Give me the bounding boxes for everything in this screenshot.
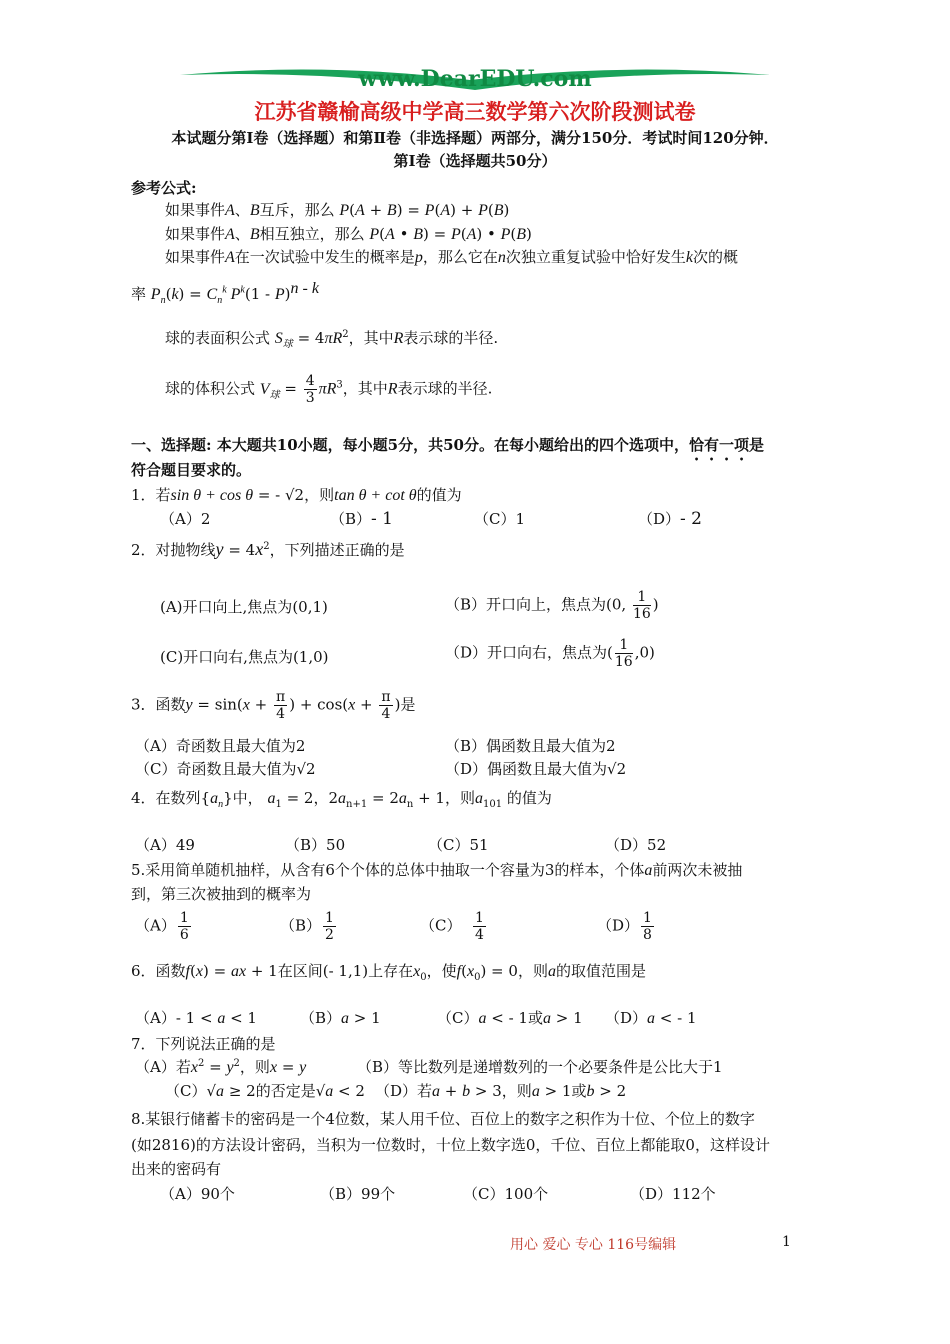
question-4: 4．在数列$\{a_n\}$中， $a_1 = 2$，$2a_{n+1} = 2a_n + 1$，则$a_{101}$ 的值为 xyxy=(131,789,552,811)
question-1: 1．若sin θ + cos θ = - √2，则tan θ + cot θ的值为 xyxy=(131,486,462,504)
formulas-heading: 参考公式: xyxy=(131,179,197,197)
emphasis-text: 恰有一项 xyxy=(688,436,749,454)
question-7: 7．下列说法正确的是 xyxy=(131,1035,276,1053)
q8-option-c: （C）100个 xyxy=(463,1185,549,1203)
formula-binomial: 率 $P_n(k) = C_n^k$ $P^k(1 - P)^{n - k}$ xyxy=(131,280,319,307)
exam-info: 本试题分第Ⅰ卷（选择题）和第Ⅱ卷（非选择题）两部分，满分150分．考试时间120分钟． xyxy=(171,129,779,147)
part1-heading: 一、选择题: 本大题共10小题，每小题5分，共50分。在每小题给出的四个选项中，恰有一项是 xyxy=(131,436,764,454)
page-title: 江苏省赣榆高级中学高三数学第六次阶段测试卷 xyxy=(254,99,696,124)
formula-exclusive: 如果事件A、B互斥，那么 P(A + B) = P(A) + P(B) xyxy=(165,201,510,219)
q5-option-b: （B） $\frac{1}{2}$ xyxy=(280,910,334,943)
q2-option-c: (C)开口向右,焦点为(1,0) xyxy=(160,648,329,666)
q3-option-c: （C）奇函数且最大值为√2 xyxy=(135,760,316,778)
question-8-line3: 出来的密码有 xyxy=(131,1160,222,1178)
q1-option-c: （C）1 xyxy=(474,510,526,528)
q1-option-b: （B）- 1 xyxy=(330,509,393,529)
q5-option-a: （A） $\frac{1}{6}$ xyxy=(135,910,189,943)
q1-option-a: （A）2 xyxy=(160,510,211,528)
formula-sphere-volume: 球的体积公式 $V_球$ = $\frac{4}{3}$ $\pi R^3$，其中R表示球的半径. xyxy=(165,373,493,406)
page-number: 1 xyxy=(782,1234,791,1250)
q4-option-b: （B）50 xyxy=(285,836,346,854)
q6-option-c: （C）a < - 1或a > 1 xyxy=(437,1009,583,1027)
question-6: 6．函数f(x) = ax + 1在区间(- 1,1)上存在$x_0$，使$f(x_0) = 0$，则a的取值范围是 xyxy=(131,962,646,983)
q2-option-a: (A)开口向上,焦点为(0,1) xyxy=(160,598,328,616)
q3-option-a: （A）奇函数且最大值为2 xyxy=(135,737,306,755)
q5-option-d: （D） $\frac{1}{8}$ xyxy=(597,910,652,943)
formula-independent: 如果事件A、B相互独立，那么 P(A • B) = P(A) • P(B) xyxy=(165,225,532,243)
formula-binomial-text: 如果事件A在一次试验中发生的概率是p，那么它在n次独立重复试验中恰好发生k次的概 xyxy=(165,248,738,266)
q5-option-c: （C） $\frac{1}{4}$ xyxy=(420,910,484,943)
part1-heading-cont: 符合题目要求的。 xyxy=(131,461,252,479)
q7-option-b: （B）等比数列是递增数列的一个必要条件是公比大于1 xyxy=(357,1058,723,1076)
q3-option-b: （B）偶函数且最大值为2 xyxy=(445,737,616,755)
q1-option-d: （D）- 2 xyxy=(638,509,702,529)
q2-option-b: （B）开口向上，焦点为(0, $\frac{1}{16}$ ) xyxy=(445,589,659,622)
q8-option-b: （B）99个 xyxy=(320,1185,396,1203)
question-5-line2: 到，第三次被抽到的概率为 xyxy=(131,885,312,903)
q8-option-a: （A）90个 xyxy=(160,1185,235,1203)
site-banner: www.DearEDU.com xyxy=(358,66,592,92)
q4-option-d: （D）52 xyxy=(605,836,667,854)
question-3: 3．函数y = sin(x + $\frac{\pi}{4}$ ) + cos(x + $\frac{\pi}{4}$ )是 xyxy=(131,689,416,722)
footer-text: 用心 爱心 专心 116号编辑 xyxy=(510,1237,677,1253)
question-5-line1: 5.采用简单随机抽样，从含有6个个体的总体中抽取一个容量为3的样本，个体a前两次未被抽 xyxy=(131,861,743,879)
q2-option-d: （D）开口向右，焦点为( $\frac{1}{16}$ ,0) xyxy=(445,637,655,670)
section-title: 第Ⅰ卷（选择题共50分） xyxy=(393,152,557,170)
question-8-line2: (如2816)的方法设计密码，当积为一位数时，十位上数字选0，千位、百位上都能取0，这样设计 xyxy=(131,1136,770,1154)
q6-option-b: （B）a > 1 xyxy=(300,1009,381,1027)
formula-sphere-area: 球的表面积公式 $S_球 = 4\pi R^2$，其中R表示球的半径. xyxy=(165,329,499,351)
q7-option-d: （D）若a + b > 3，则a > 1或b > 2 xyxy=(375,1082,627,1100)
q7-option-c: （C）√a ≥ 2的否定是√a < 2 xyxy=(165,1082,365,1100)
question-2: 2．对抛物线$y = 4x^2$，下列描述正确的是 xyxy=(131,539,405,559)
q7-option-a: （A）若$x^2 = y^2$，则x = y xyxy=(135,1058,307,1076)
q8-option-d: （D）112个 xyxy=(630,1185,716,1203)
q4-option-a: （A）49 xyxy=(135,836,195,854)
q4-option-c: （C）51 xyxy=(428,836,489,854)
question-8-line1: 8.某银行储蓄卡的密码是一个4位数，某人用千位、百位上的数字之积作为十位、个位上的数字 xyxy=(131,1110,755,1128)
q6-option-a: （A）- 1 < a < 1 xyxy=(135,1009,257,1027)
q6-option-d: （D）a < - 1 xyxy=(605,1009,697,1027)
q3-option-d: （D）偶函数且最大值为√2 xyxy=(445,760,627,778)
